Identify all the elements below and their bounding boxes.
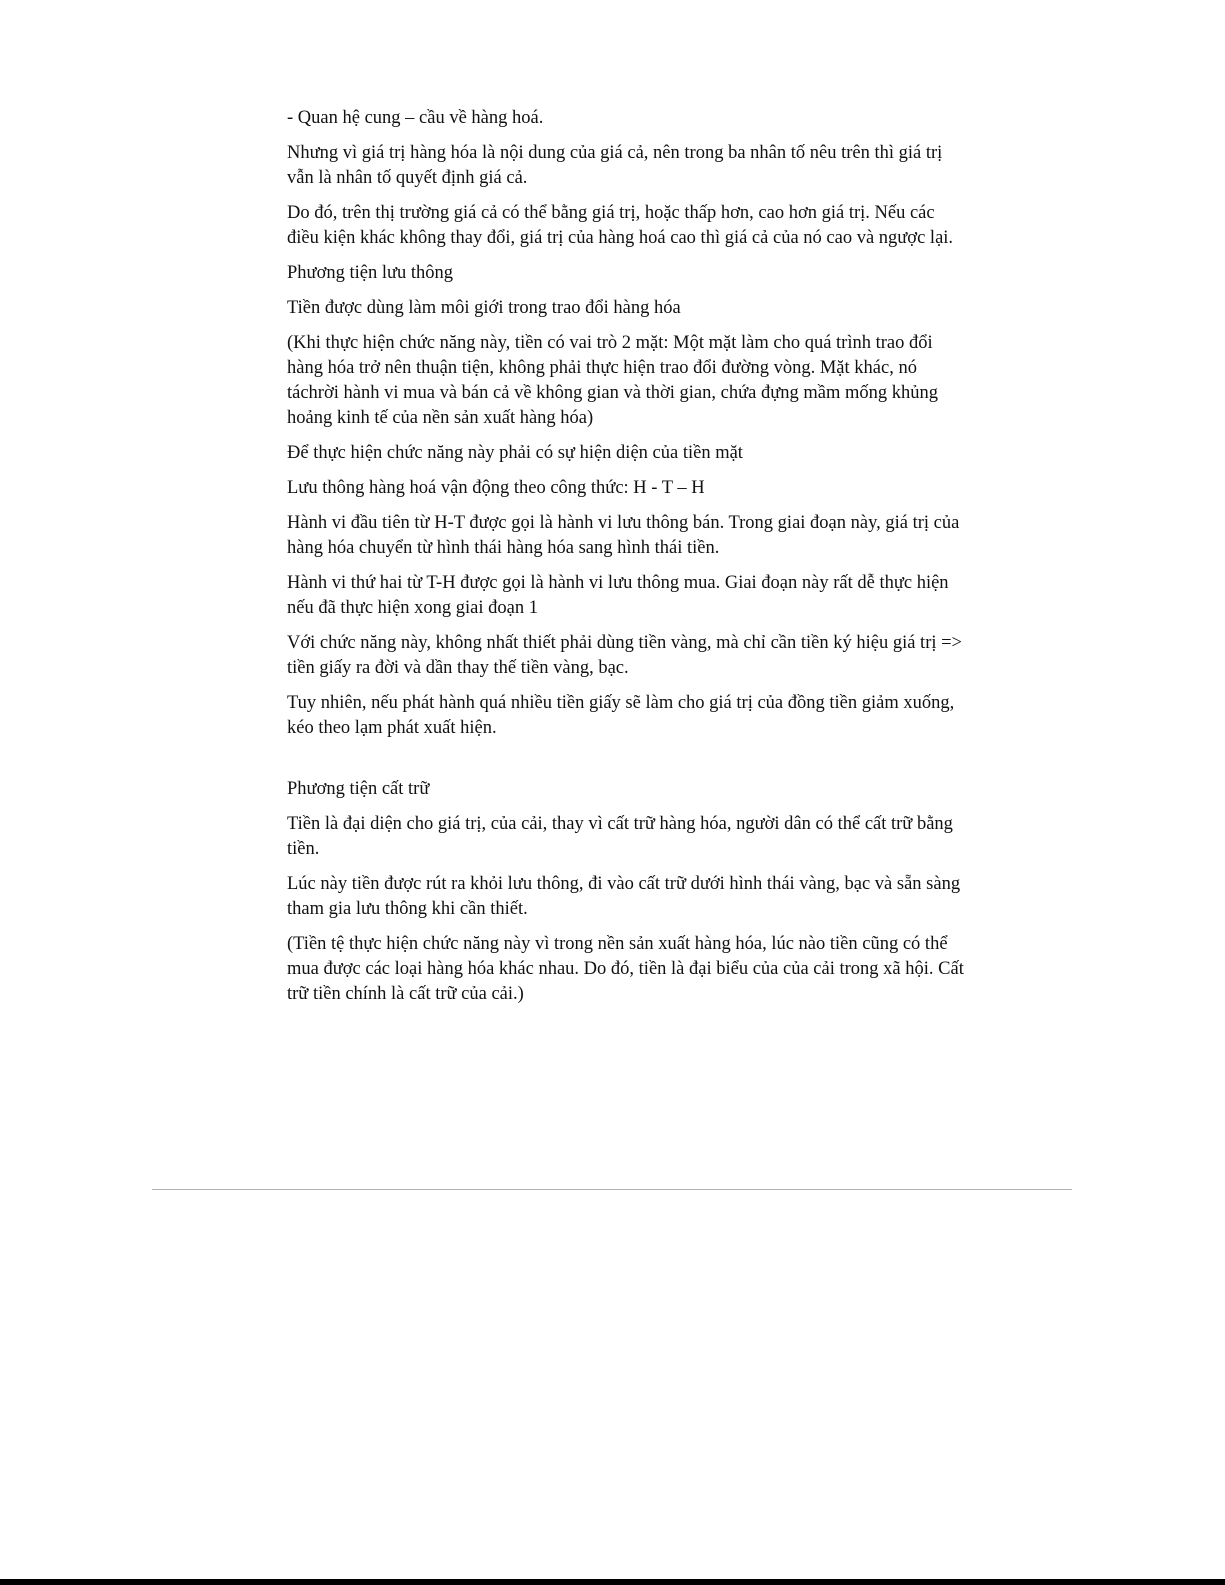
paragraph-inflation: Tuy nhiên, nếu phát hành quá nhiều tiền giấy sẽ làm cho giá trị của đồng tiền giảm xuống, kéo theo lạm phát xuất hiện. bbox=[287, 693, 955, 738]
page-bottom-edge bbox=[0, 1579, 1225, 1585]
page-divider bbox=[152, 1189, 1072, 1190]
paragraph-medium-of-exchange: Tiền được dùng làm môi giới trong trao đổi hàng hóa bbox=[287, 298, 681, 318]
paragraph-cash-required: Để thực hiện chức năng này phải có sự hiện diện của tiền mặt bbox=[287, 443, 743, 463]
paragraph-two-sided-role: (Khi thực hiện chức năng này, tiền có vai trò 2 mặt: Một mặt làm cho quá trình trao đổi hàng hóa trở nên thuận tiện, không phải thực hiện trao đổi đường vòng. Mặt khác, nó táchrời hành vi mua và bán cả về không gian và thời gian, chứa đựng mầm mống khủng hoảng kinh tế của nền sản xuất hàng hóa) bbox=[287, 333, 938, 428]
paragraph-value-determines-price: Nhưng vì giá trị hàng hóa là nội dung của giá cả, nên trong ba nhân tố nêu trên thì giá trị vẫn là nhân tố quyết định giá cả. bbox=[287, 143, 943, 188]
paragraph-selling-act: Hành vi đầu tiên từ H-T được gọi là hành vi lưu thông bán. Trong giai đoạn này, giá trị của hàng hóa chuyển từ hình thái hàng hóa sang hình thái tiền. bbox=[287, 513, 960, 558]
paragraph-price-vs-value: Do đó, trên thị trường giá cả có thể bằng giá trị, hoặc thấp hơn, cao hơn giá trị. Nếu các điều kiện khác không thay đổi, giá trị của hàng hoá cao thì giá cả của nó cao và ngược lại. bbox=[287, 203, 954, 248]
paragraph-paper-money: Với chức năng này, không nhất thiết phải dùng tiền vàng, mà chỉ cần tiền ký hiệu giá trị => tiền giấy ra đời và dần thay thế tiền vàng, bạc. bbox=[287, 633, 962, 678]
document-body bbox=[287, 106, 967, 1017]
paragraph-hoarding-reason: (Tiền tệ thực hiện chức năng này vì trong nền sản xuất hàng hóa, lúc nào tiền cũng có thể mua được các loại hàng hóa khác nhau. Do đó, tiền là đại biểu của của cải trong xã hội. Cất trữ tiền chính là cất trữ của cải.) bbox=[287, 934, 964, 1004]
heading-means-of-hoarding: Phương tiện cất trữ bbox=[287, 779, 430, 799]
paragraph-supply-demand: - Quan hệ cung – cầu về hàng hoá. bbox=[287, 108, 544, 128]
paragraph-store-of-value: Tiền là đại diện cho giá trị, của cải, thay vì cất trữ hàng hóa, người dân có thể cất trữ bằng tiền. bbox=[287, 814, 953, 859]
paragraph-buying-act: Hành vi thứ hai từ T-H được gọi là hành vi lưu thông mua. Giai đoạn này rất dễ thực hiện nếu đã thực hiện xong giai đoạn 1 bbox=[287, 573, 949, 618]
paragraph-withdrawn-from-circulation: Lúc này tiền được rút ra khỏi lưu thông, đi vào cất trữ dưới hình thái vàng, bạc và sẵn sàng tham gia lưu thông khi cần thiết. bbox=[287, 874, 961, 919]
heading-means-of-circulation: Phương tiện lưu thông bbox=[287, 263, 454, 283]
paragraph-circulation-formula: Lưu thông hàng hoá vận động theo công thức: H - T – H bbox=[287, 478, 705, 498]
